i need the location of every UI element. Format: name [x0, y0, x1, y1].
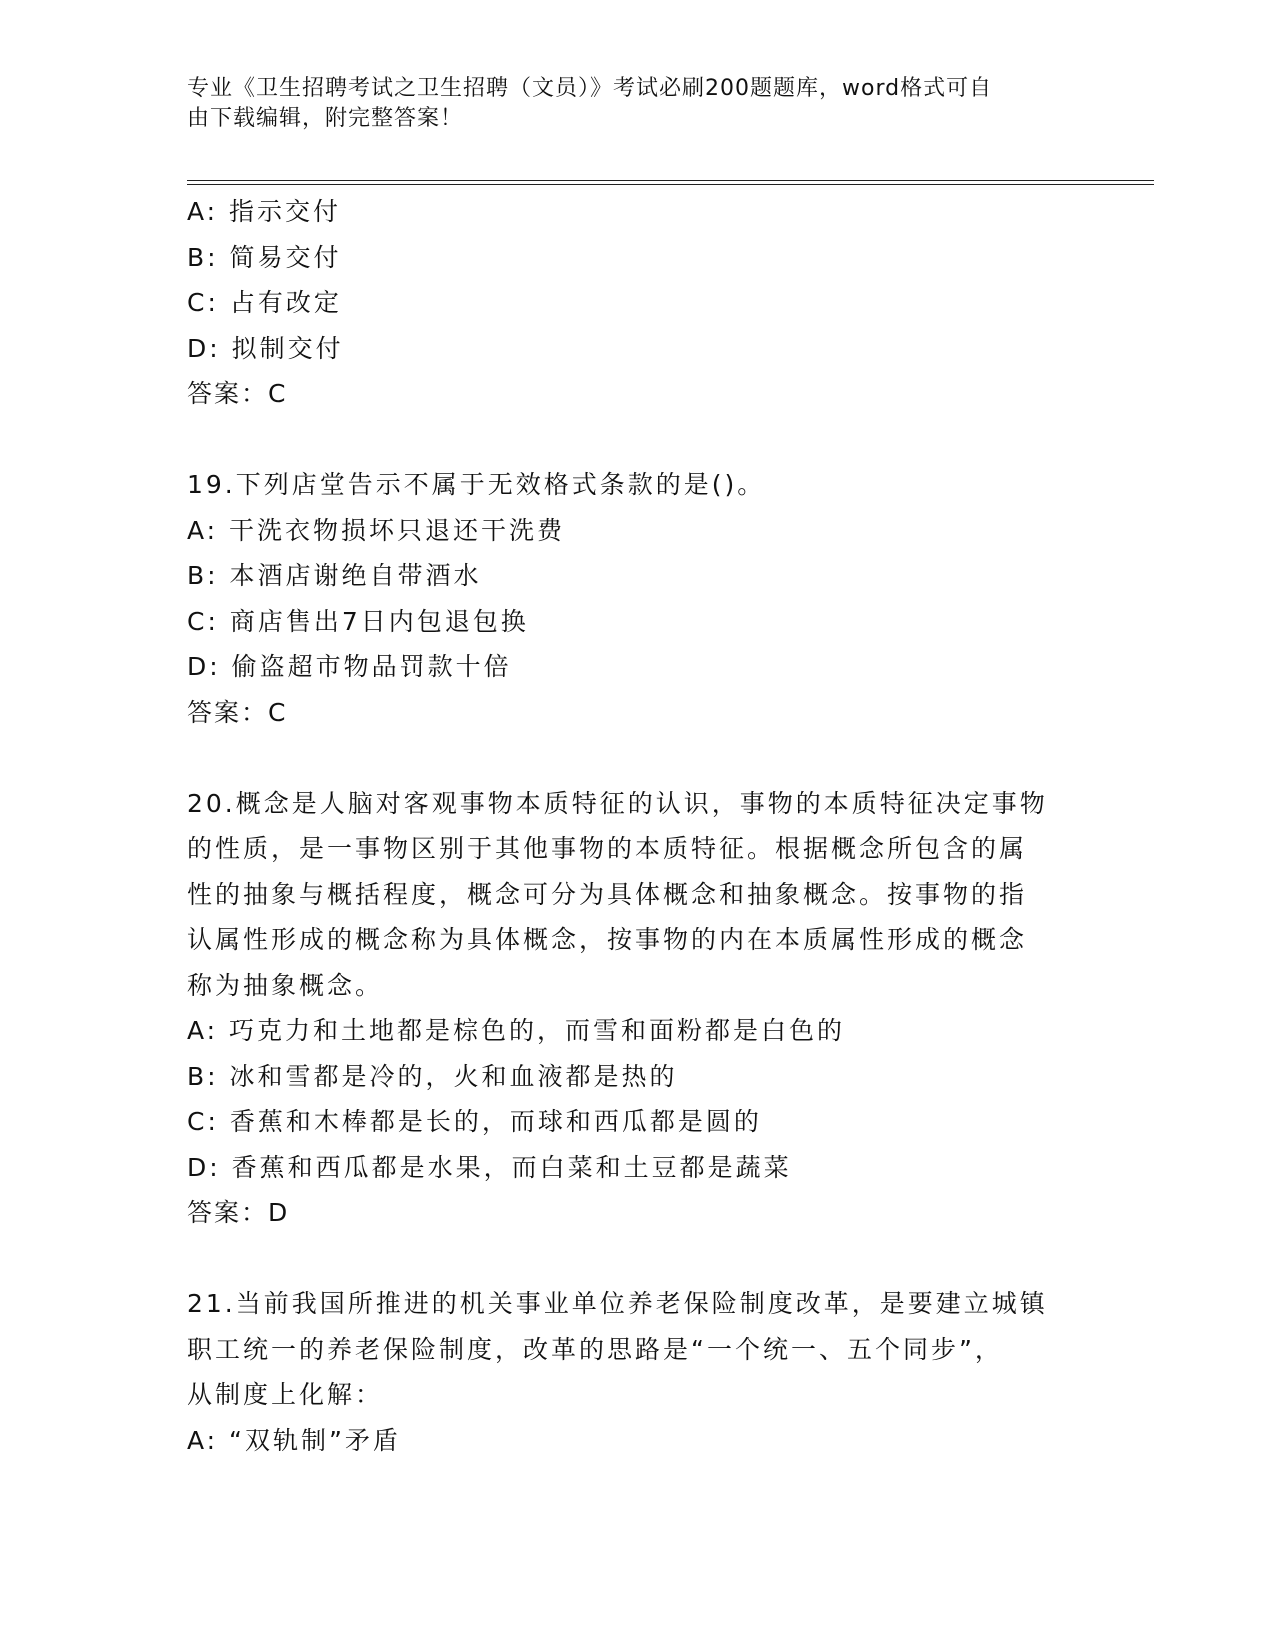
option-a: A: “双轨制”矛盾 — [187, 1425, 401, 1455]
option-c: C: 香蕉和木棒都是长的，而球和西瓜都是圆的 — [187, 1107, 762, 1136]
option-a: A: 巧克力和土地都是棕色的，而雪和面粉都是白色的 — [187, 1016, 846, 1045]
answer: 答案：C — [187, 697, 288, 727]
question-text-line: 从制度上化解： — [187, 1380, 384, 1409]
question-text-line: 职工统一的养老保险制度，改革的思路是“一个统一、五个同步”， — [187, 1334, 1003, 1364]
option-d: D: 偷盗超市物品罚款十倍 — [187, 652, 512, 681]
question-text-line: 称为抽象概念。 — [187, 970, 384, 1000]
header-line-2: 由下载编辑，附完整答案！ — [187, 106, 464, 131]
question-18-block — [187, 189, 1087, 417]
question-20-block — [187, 781, 1087, 1236]
header-divider — [187, 180, 1154, 185]
option-d: D: 拟制交付 — [187, 333, 344, 363]
question-text-line: 认属性形成的概念称为具体概念，按事物的内在本质属性形成的概念 — [187, 925, 1028, 954]
answer: 答案：C — [187, 379, 288, 408]
option-a: A: 指示交付 — [187, 197, 342, 226]
question-text: 19.下列店堂告示不属于无效格式条款的是()。 — [187, 470, 766, 499]
question-text-line: 性的抽象与概括程度，概念可分为具体概念和抽象概念。按事物的指 — [187, 879, 1028, 909]
option-a: A: 干洗衣物损坏只退还干洗费 — [187, 515, 566, 545]
option-c: C: 商店售出7日内包退包换 — [187, 606, 529, 636]
option-b: B: 本酒店谢绝自带酒水 — [187, 561, 482, 590]
answer: 答案：D — [187, 1198, 290, 1227]
question-text-line: 的性质，是一事物区别于其他事物的本质特征。根据概念所包含的属 — [187, 834, 1028, 863]
question-text-line: 20.概念是人脑对客观事物本质特征的认识，事物的本质特征决定事物 — [187, 788, 1048, 818]
option-c: C: 占有改定 — [187, 288, 342, 317]
option-b: B: 冰和雪都是冷的，火和血液都是热的 — [187, 1061, 678, 1091]
question-21-block — [187, 1281, 1087, 1463]
question-text-line: 21.当前我国所推进的机关事业单位养老保险制度改革，是要建立城镇 — [187, 1289, 1048, 1318]
document-body — [187, 189, 1087, 1463]
page-header — [187, 74, 1067, 134]
option-d: D: 香蕉和西瓜都是水果，而白菜和土豆都是蔬菜 — [187, 1152, 792, 1182]
option-b: B: 简易交付 — [187, 242, 342, 272]
question-19-block — [187, 462, 1087, 735]
header-line-1: 专业《卫生招聘考试之卫生招聘（文员）》考试必刷200题题库，word格式可自 — [187, 76, 993, 101]
